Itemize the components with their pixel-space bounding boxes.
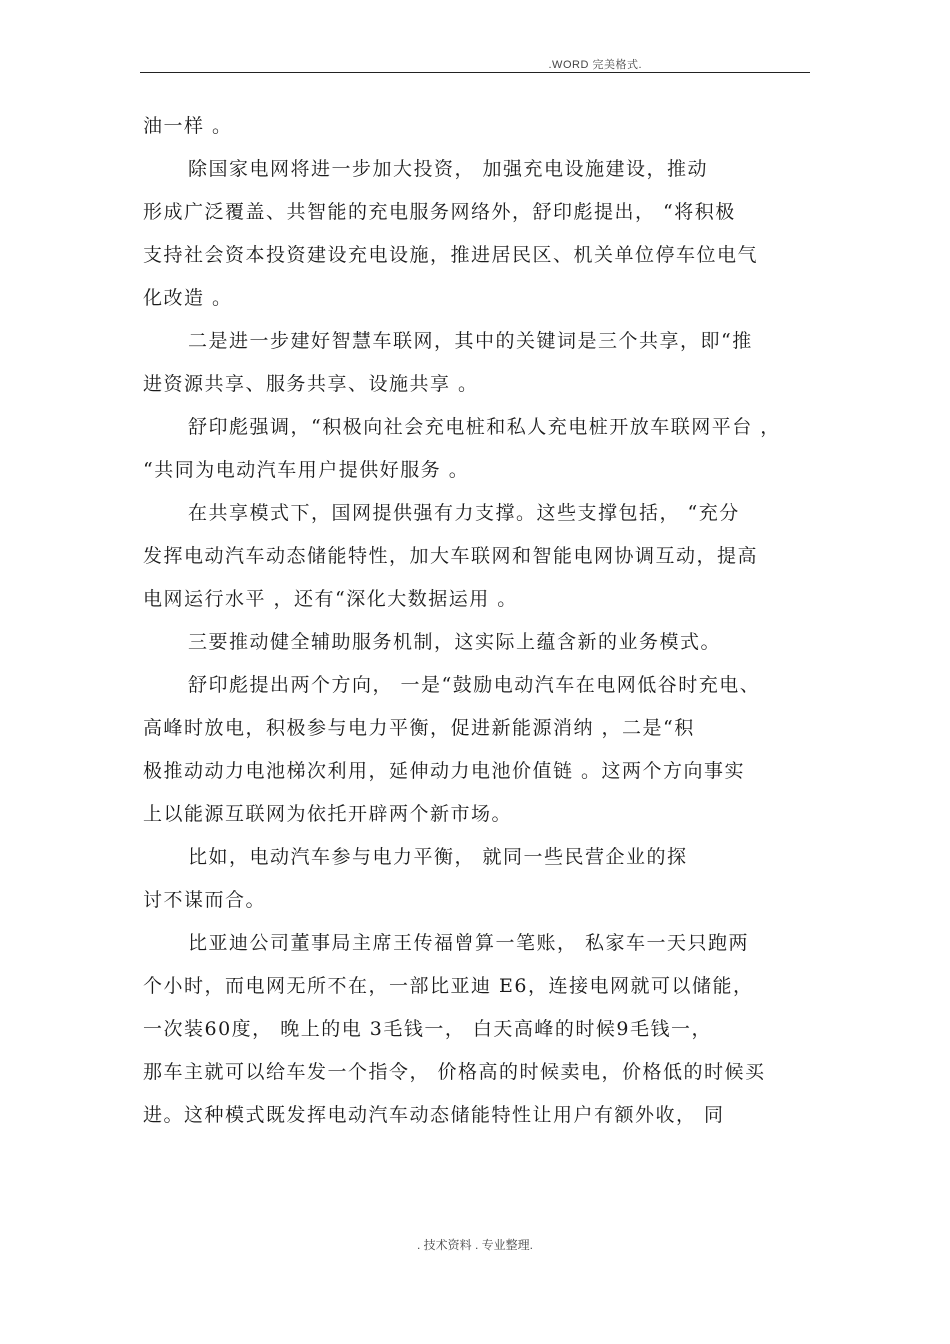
text-line: 进。这种模式既发挥电动汽车动态储能特性让用户有额外收， 同 <box>143 1104 725 1126</box>
text-line: 发挥电动汽车动态储能特性，加大车联网和智能电网协调互动，提高 <box>143 545 759 567</box>
text-line: 二是进一步建好智慧车联网，其中的关键词是三个共享，即“推 <box>188 330 753 352</box>
text-line: 三要推动健全辅助服务机制，这实际上蕴含新的业务模式。 <box>188 631 722 653</box>
text-line: 极推动动力电池梯次利用，延伸动力电池价值链 。这两个方向事实 <box>143 760 746 782</box>
header-divider <box>140 72 810 73</box>
text-line: 讨不谋而合。 <box>143 889 267 911</box>
text-line: 高峰时放电，积极参与电力平衡，促进新能源消纳 ，二是“积 <box>143 717 695 739</box>
text-line: 进资源共享、服务共享、设施共享 。 <box>143 373 479 395</box>
text-line: 个小时，而电网无所不在，一部比亚迪 E6，连接电网就可以储能， <box>143 975 754 997</box>
text-line: 形成广泛覆盖、共智能的充电服务网络外，舒印彪提出， “将积极 <box>143 201 736 223</box>
text-line: 电网运行水平 ，还有“深化大数据运用 。 <box>143 588 518 610</box>
text-line: “共同为电动汽车用户提供好服务 。 <box>143 459 470 481</box>
text-line: 一次装60度， 晚上的电 3毛钱一， 白天高峰的时候9毛钱一， <box>143 1018 712 1040</box>
page-header: .WORD 完美格式. <box>548 59 642 71</box>
page-footer: . 技术资料 . 专业整理. <box>416 1238 533 1252</box>
text-line: 在共享模式下，国网提供强有力支撑。这些支撑包括， “充分 <box>188 502 740 524</box>
text-line: 除国家电网将进一步加大投资， 加强充电设施建设，推动 <box>188 158 709 180</box>
text-line: 比如，电动汽车参与电力平衡， 就同一些民营企业的探 <box>188 846 688 868</box>
text-line: 上以能源互联网为依托开辟两个新市场。 <box>143 803 513 825</box>
document-body <box>143 105 815 1137</box>
text-line: 油一样 。 <box>143 115 233 137</box>
text-line: 支持社会资本投资建设充电设施，推进居民区、机关单位停车位电气 <box>143 244 759 266</box>
text-line: 比亚迪公司董事局主席王传福曾算一笔账， 私家车一天只跑两 <box>188 932 750 954</box>
text-line: 化改造 。 <box>143 287 233 309</box>
text-line: 舒印彪强调，“积极向社会充电桩和私人充电桩开放车联网平台 ， <box>188 416 781 438</box>
text-line: 舒印彪提出两个方向， 一是“鼓励电动汽车在电网低谷时充电、 <box>188 674 761 696</box>
text-line: 那车主就可以给车发一个指令， 价格高的时候卖电，价格低的时候买 <box>143 1061 766 1083</box>
